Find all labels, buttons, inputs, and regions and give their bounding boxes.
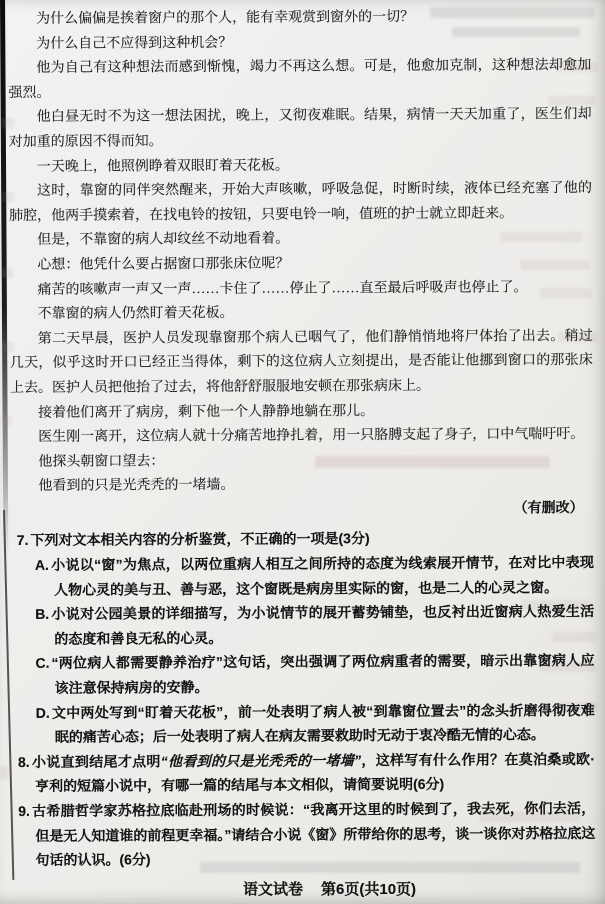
option-label: A. [34, 556, 49, 573]
page-number: 第6页(共10页) [321, 881, 417, 898]
option-text: 文中两处写到“盯着天花板”，前一处表明了病人被“到靠窗位置去”的念头折磨得彻夜难眠的痛苦心态；后一处表明了病人在病友需要救助时无动于衷冷酷无情的心态。 [51, 701, 595, 745]
paper-title: 语文试卷 [243, 881, 304, 898]
passage-paragraph: 第二天早晨，医护人员发现靠窗那个病人已咽气了，他们静悄悄地将尸体抬了出去。稍过几天，似乎这时开口已经正当得体，剩下的这位病人立刻提出，是否能让他挪到窗口的那张床上去。医护人员把他抬了过去，将他舒舒服服地安顿在那张病床上。 [9, 328, 593, 396]
option-label: D. [35, 704, 50, 721]
passage-paragraph: 他为自己有这种想法而感到惭愧，竭力不再这么想。可是，他愈加克制，这种想法却愈加强烈。 [8, 58, 592, 101]
passage-paragraph: 痛苦的咳嗽声一声又一声……卡住了……停止了……直至最后呼吸声也停止了。 [37, 279, 528, 298]
question-7-stem: 下列对文本相关内容的分析鉴赏，不正确的一项是(3分) [30, 530, 370, 549]
page-footer [243, 878, 416, 899]
option-text: 小说对公园美景的详细描写，为小说情节的展开蓄势铺垫，也反衬出近窗病人热爱生活的态度和善良无私的心灵。 [51, 603, 595, 647]
passage-paragraph: 他看到的只是光秃秃的一堵墙。 [38, 478, 235, 495]
passage-paragraph: 为什么自己不应得到这种机会？ [36, 35, 233, 52]
answer-option [36, 698, 595, 750]
questions-section [11, 525, 596, 872]
option-text: “两位病人都需要静养治疗”这句话，突出强调了两位病重者的需要，暗示出靠窗病人应该注意保持病房的安静。 [51, 652, 595, 696]
answer-option [35, 550, 594, 602]
passage-paragraph: 他白昼无时不为这一想法困扰，晚上，又彻夜难眠。结果，病情一天天加重了，医生们却对加重的原因不得而知。 [8, 107, 592, 150]
question-9 [18, 796, 595, 873]
question-7-number: 7. [16, 532, 29, 549]
passage-paragraph: 不靠窗的病人仍然盯着天花板。 [37, 305, 234, 322]
question-9-stem: 古希腊哲学家苏格拉底临赴刑场的时候说：“我离开这里的时候到了，我去死，你们去活，但是无人知道谁的前程更幸福。”请结合小说《窗》所带给你的思考，谈一谈你对苏格拉底这句话的认识。(6分) [31, 799, 596, 869]
passage-paragraph: 但是，不靠窗的病人却纹丝不动地看着。 [37, 231, 290, 249]
reading-passage [8, 5, 594, 500]
option-label: C. [35, 655, 50, 672]
question-8-stem-pre: 小说直到结尾才点明 [31, 753, 161, 770]
question-7 [17, 525, 594, 553]
passage-paragraph: 心想：他凭什么要占据窗口那张床位呢？ [37, 256, 290, 273]
scan-left-edge [0, 0, 8, 561]
page-content [8, 5, 596, 873]
question-8-quote: “他看到的只是光秃秃的一堵墙” [160, 751, 362, 770]
passage-paragraph: 一天晚上，他照例睁着双眼盯着天花板。 [36, 158, 289, 175]
question-7-options [11, 550, 595, 750]
question-8 [18, 747, 595, 799]
option-label: B. [35, 606, 50, 623]
passage-paragraph: 接着他们离开了病房，剩下他一个人静静地躺在那儿。 [38, 403, 375, 421]
option-text: 小说以“窗”为焦点，以两位重病人相互之间所持的态度为线索展开情节，在对比中表现人物心灵的美与丑、善与恶，这个窗既是病房里实际的窗，也是二人的心灵之窗。 [50, 554, 594, 598]
answer-option [35, 599, 594, 651]
bleed-through-mark [0, 766, 8, 780]
passage-paragraph: 为什么偏偏是挨着窗户的那个人，能有幸观赏到窗外的一切？ [36, 9, 415, 27]
passage-paragraph: 他探头朝窗口望去： [38, 453, 165, 470]
passage-attribution: （有删改） [513, 500, 584, 517]
answer-option [35, 648, 594, 700]
passage-paragraph: 医生刚一离开，这位病人就十分痛苦地挣扎着，用一只胳膊支起了身子，口中气喘吁吁。 [38, 427, 585, 445]
passage-paragraph: 这时，靠窗的同伴突然醒来，开始大声咳嗽，呼吸急促，时断时续，液体已经充塞了他的肺腔，他两手摸索着，在找电铃的按钮，只要电铃一响，值班的护士就立即赶来。 [9, 181, 592, 224]
question-9-number: 9. [18, 802, 30, 819]
question-8-number: 8. [17, 753, 30, 770]
question-8-stem-post: ，这样写有什么作用？在莫泊桑或欧·亨利的短篇小说中，有哪一篇的结尾与本文相似，请简要说明(6分) [35, 750, 595, 795]
